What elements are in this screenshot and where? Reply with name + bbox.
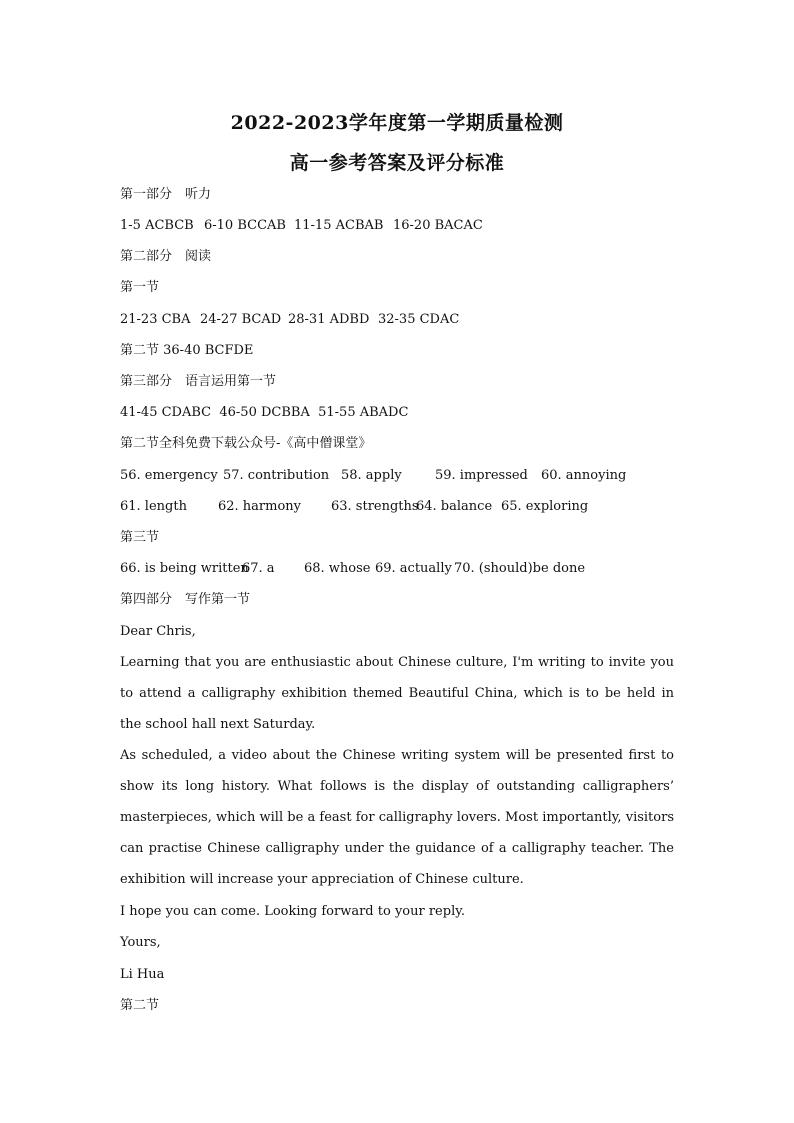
answer-item: 69. actually [375, 561, 452, 576]
answer-item: 61. length [120, 499, 187, 514]
answer-item: 65. exploring [501, 499, 589, 514]
answer-item: 56. emergency [120, 468, 218, 483]
letter-closing: Yours, [120, 935, 161, 950]
answer-item: 57. contribution [223, 468, 330, 483]
letter-signature: Li Hua [120, 967, 165, 982]
answer-item: 70. (should)be done [454, 561, 586, 576]
part2-section1-heading: 第一节 [120, 280, 160, 295]
letter-salutation: Dear Chris, [120, 624, 196, 639]
part2-section2-line: 第二节 36-40 BCFDE [120, 343, 254, 358]
answer-group: 6-10 BCCAB [204, 218, 286, 233]
part3-heading: 第三部分 语言运用第一节 [120, 374, 277, 389]
part4-heading: 第四部分 写作第一节 [120, 592, 251, 607]
answer-item: 63. strengths [331, 499, 419, 514]
page-subtitle: 高一参考答案及评分标准 [289, 152, 505, 174]
part3-section1-answers: 41-45 CDABC 46-50 DCBBA 51-55 ABADC [120, 405, 409, 420]
part3-section2-heading: 第二节全科免费下载公众号-《高中僧课堂》 [120, 436, 372, 451]
part3-section3-heading: 第三节 [120, 530, 160, 545]
answer-group: 16-20 BACAC [393, 218, 483, 233]
part1-heading: 第一部分 听力 [120, 187, 212, 202]
answer-group: 24-27 BCAD [200, 312, 282, 327]
answer-item: 68. whose [304, 561, 371, 576]
answer-group: 11-15 ACBAB [294, 218, 384, 233]
answer-group: 21-23 CBA [120, 312, 191, 327]
answer-item: 66. is being written [120, 561, 249, 576]
page-title: 2022-2023学年度第一学期质量检测 [230, 112, 564, 134]
answer-group: 28-31 ADBD [288, 312, 370, 327]
answer-item: 58. apply [341, 468, 402, 483]
part4-section2-heading: 第二节 [120, 998, 160, 1013]
answer-group: 32-35 CDAC [378, 312, 460, 327]
letter-paragraph: I hope you can come. Looking forward to your reply. [120, 904, 465, 919]
answer-group: 1-5 ACBCB [120, 218, 194, 233]
part2-heading: 第二部分 阅读 [120, 249, 212, 264]
answer-item: 64. balance [416, 499, 493, 514]
answer-item: 67. a [242, 561, 275, 576]
letter-paragraph: Learning that you are enthusiastic about Chinese culture, I'm writing to invite you to attend a calligraphy exhibition themed Beautiful China, which is to be held in the school hall next Saturday. [120, 655, 674, 732]
answer-item: 60. annoying [541, 468, 627, 483]
answer-item: 59. impressed [435, 468, 528, 483]
letter-paragraph: As scheduled, a video about the Chinese writing system will be presented first to show its long history. What follows is the display of outstanding calligraphers’ masterpieces, which will be a feast for calligraphy lovers. Most importantly, visitors can practise Chinese calligraphy under the guidance of a calligraphy teacher. The exhibition will increase your appreciation of Chinese culture. [120, 748, 674, 887]
answer-item: 62. harmony [218, 499, 302, 514]
